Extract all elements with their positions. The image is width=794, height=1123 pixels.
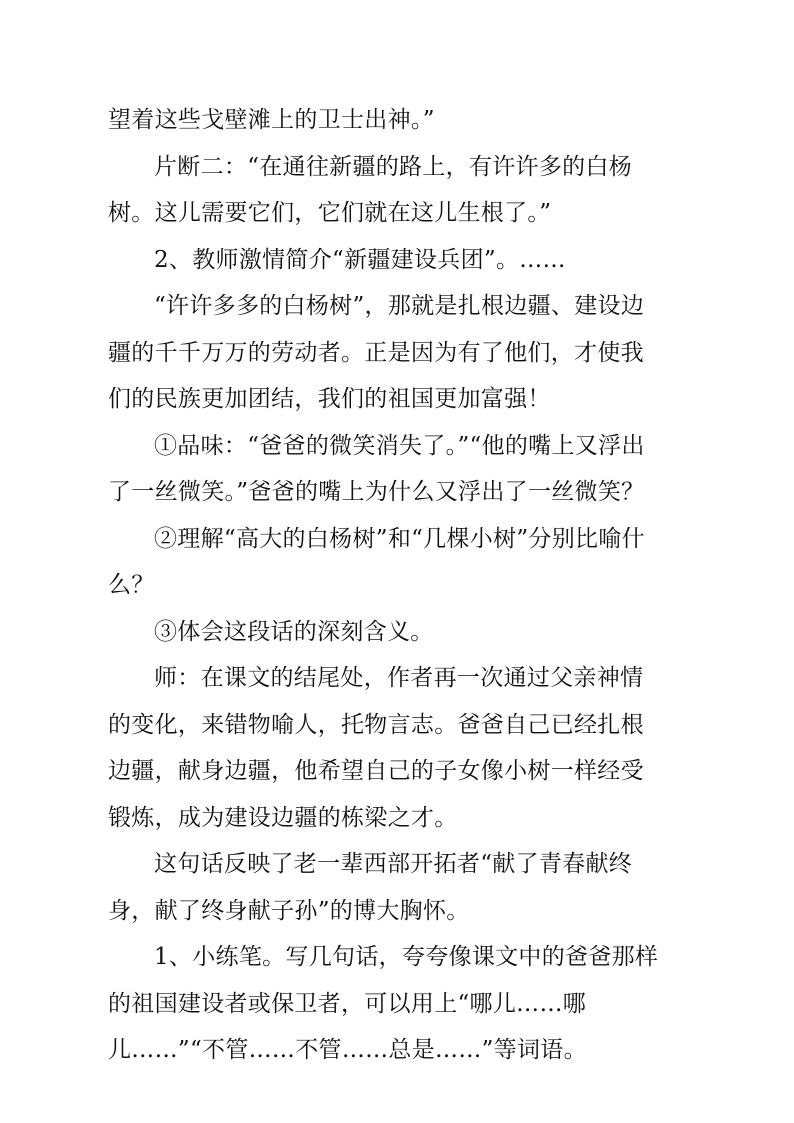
paragraph-question-one: ①品味：“爸爸的微笑消失了。”“他的嘴上又浮出了一丝微笑。”爸爸的嘴上为什么又浮出了一丝微笑？: [108, 432, 645, 505]
paragraph-poplar-meaning: “许许多多的白杨树”，那就是扎根边疆、建设边疆的千千万万的劳动者。正是因为有了他们，才使我们的民族更加团结，我们的祖国更加富强！: [108, 293, 645, 412]
paragraph-teacher-note: 师：在课文的结尾处，作者再一次通过父亲神情的变化，来错物喻人，托物言志。爸爸自己已经扎根边疆，献身边疆，他希望自己的子女像小树一样经受锻炼，成为建设边疆的栋梁之才。: [108, 665, 644, 831]
document-body: [108, 97, 663, 1074]
paragraph-fragment-two: 片断二：“在通往新疆的路上，有许许多的白杨树。这儿需要它们，它们就在这儿生根了。”: [108, 153, 633, 226]
paragraph-question-three: ③体会这段话的深刻含义。: [154, 618, 434, 645]
paragraph-writing-exercise: 1、小练笔。写几句话，夸夸像课文中的爸爸那样的祖国建设者或保卫者，可以用上“哪儿……哪儿……”“不管……不管……总是……”等词语。: [108, 944, 659, 1063]
paragraph-question-two: ②理解“高大的白杨树”和“几棵小树”分别比喻什么？: [108, 525, 645, 598]
paragraph-teacher-intro: 2、教师激情简介“新疆建设兵团”。……: [154, 246, 566, 273]
paragraph-reflection: 这句话反映了老一辈西部开拓者“献了青春献终身，献了终身献子孙”的博大胸怀。: [108, 851, 633, 924]
paragraph-continuation: 望着这些戈壁滩上的卫士出神。”: [108, 107, 435, 133]
